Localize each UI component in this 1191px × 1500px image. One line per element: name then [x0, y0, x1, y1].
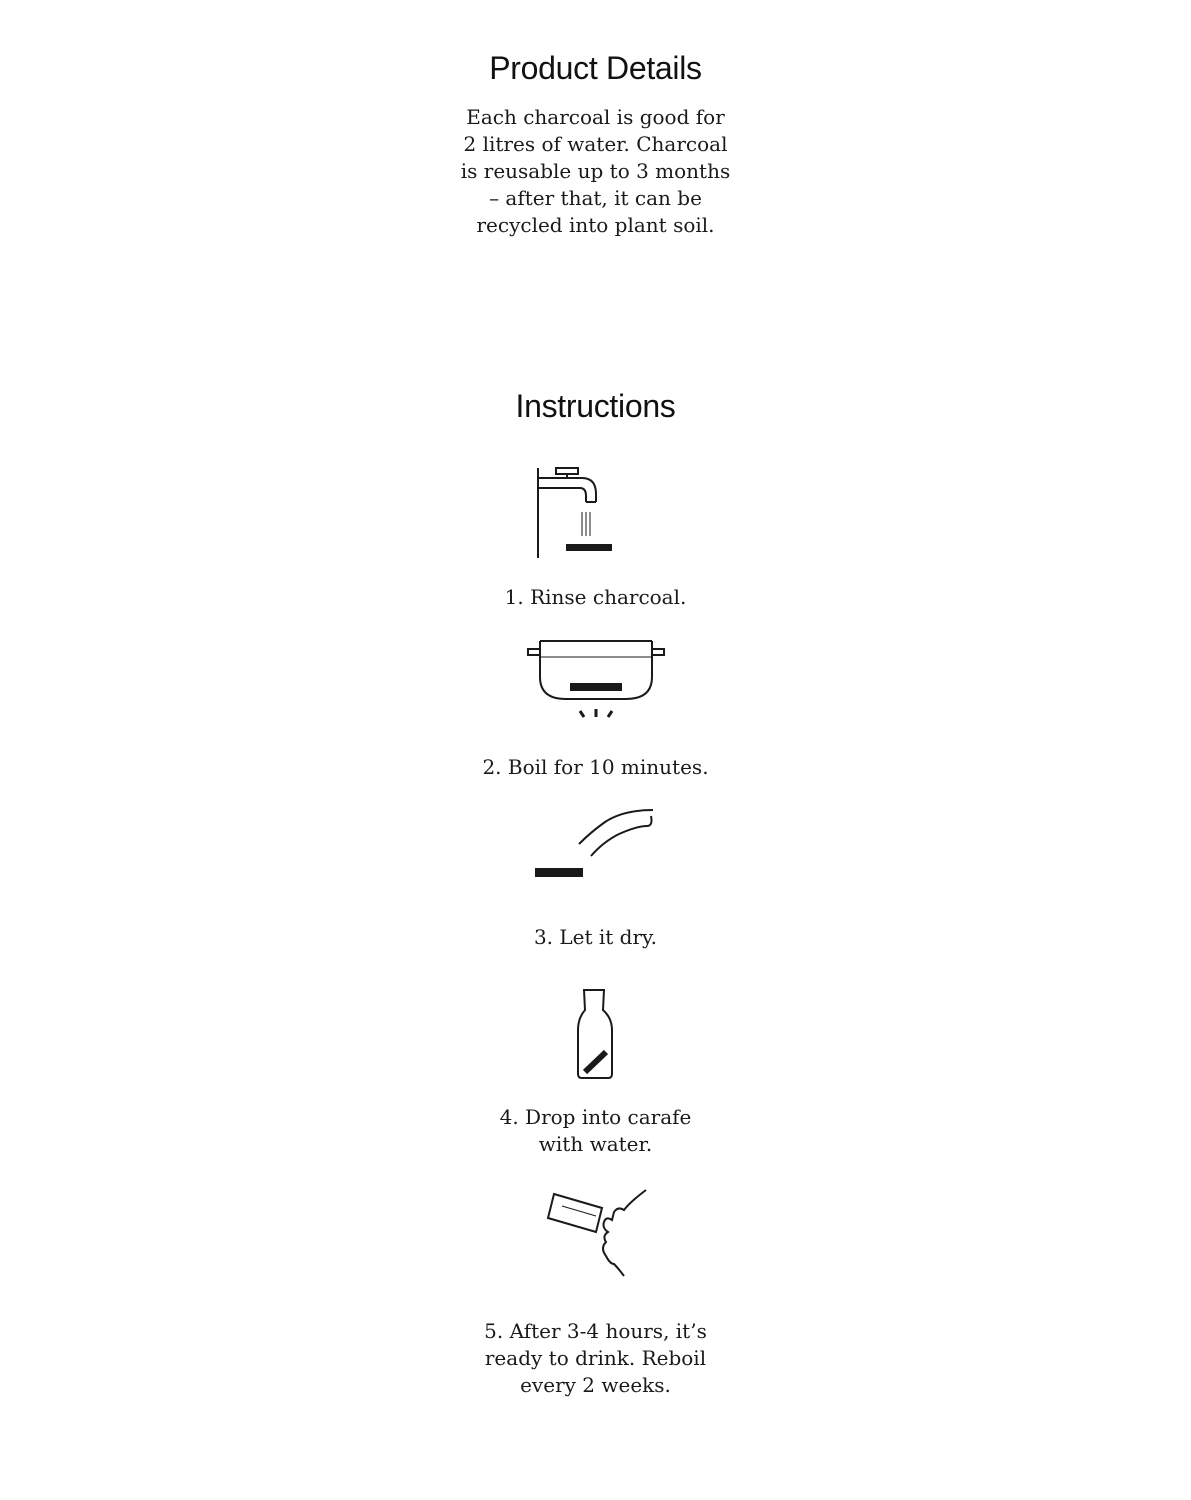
drying-charcoal-icon — [0, 804, 1191, 884]
step-text: 5. After 3-4 hours, it’s — [484, 1319, 707, 1343]
boiling-pot-icon — [0, 635, 1191, 727]
product-details-line: recycled into plant soil. — [476, 213, 715, 237]
instruction-step-5 — [0, 1318, 1191, 1399]
product-details-line: – after that, it can be — [489, 186, 702, 210]
product-details-line: Each charcoal is good for — [466, 105, 725, 129]
tap-rinse-icon — [0, 462, 1191, 562]
carafe-icon — [0, 984, 1191, 1084]
step-text: every 2 weeks. — [520, 1373, 671, 1397]
product-details-heading: Product Details — [489, 50, 702, 86]
step-text: 4. Drop into carafe — [499, 1105, 692, 1129]
instruction-step-1 — [0, 584, 1191, 611]
instruction-step-3 — [0, 924, 1191, 951]
step-text: 1. Rinse charcoal. — [504, 585, 687, 609]
instruction-step-2 — [0, 754, 1191, 781]
step-text: with water. — [538, 1132, 653, 1156]
product-details-line: is reusable up to 3 months — [460, 159, 731, 183]
drinking-glass-icon — [0, 1186, 1191, 1282]
product-details-text — [0, 104, 1191, 239]
instruction-step-4 — [0, 1104, 1191, 1158]
step-text: 3. Let it dry. — [533, 925, 658, 949]
step-text: ready to drink. Reboil — [484, 1346, 707, 1370]
product-details-line: 2 litres of water. Charcoal — [463, 132, 728, 156]
step-text: 2. Boil for 10 minutes. — [482, 755, 709, 779]
instructions-heading: Instructions — [515, 388, 676, 424]
